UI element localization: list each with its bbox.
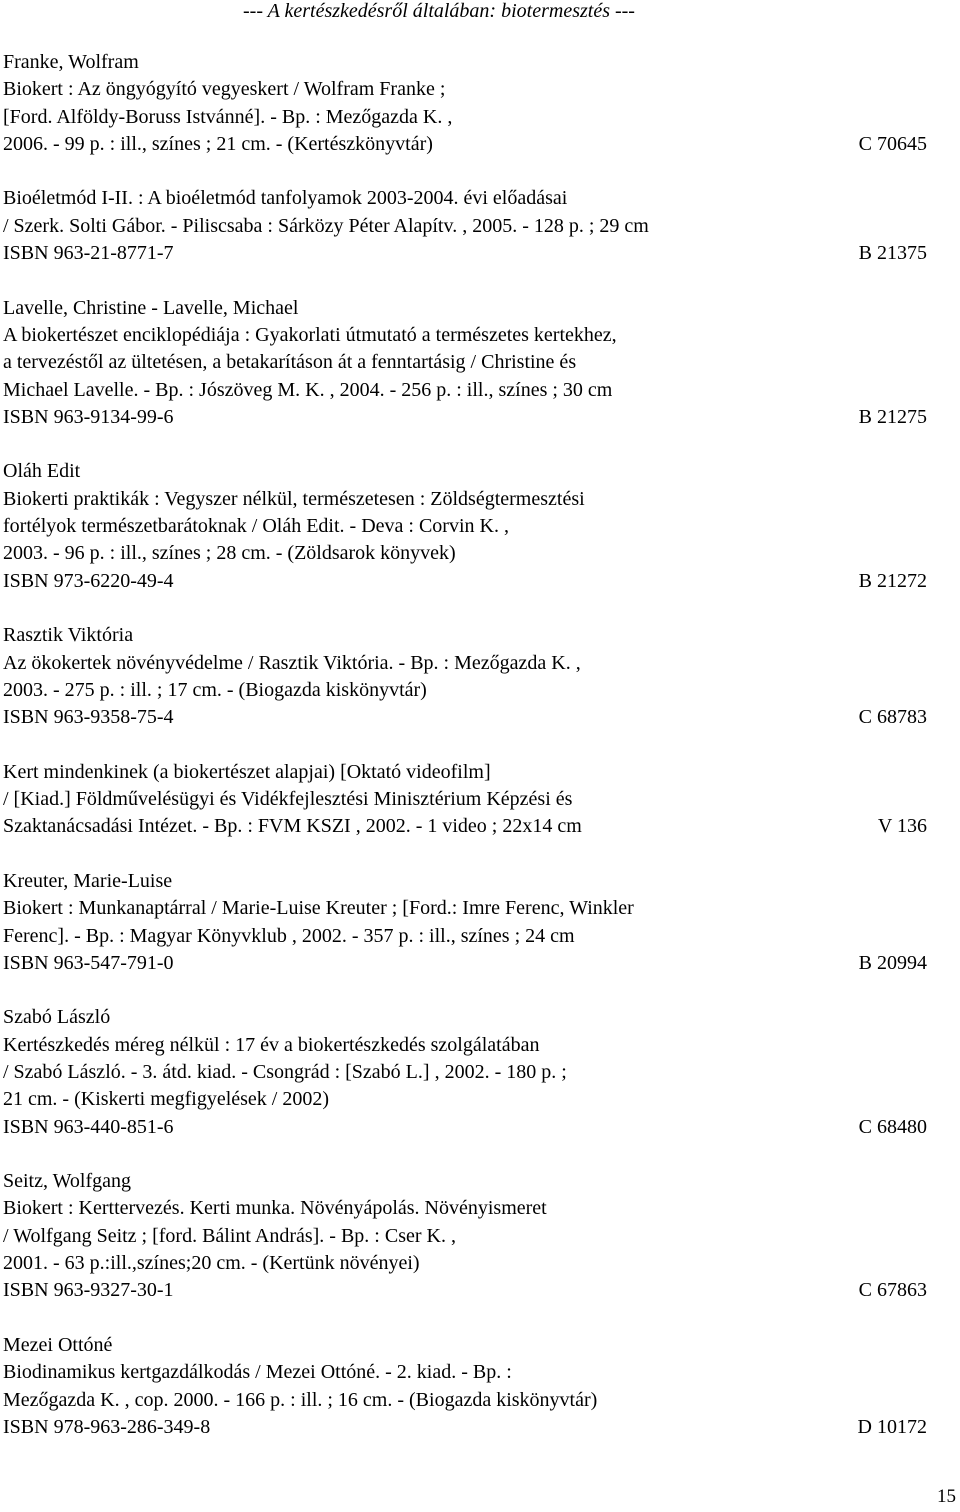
shelfmark: V 136 [877,815,927,838]
entry-line-text: Biodinamikus kertgazdálkodás / Mezei Ottóné. - 2. kiad. - Bp. : [3,1361,512,1384]
bibliography-list [3,49,927,1468]
entry-line [3,1195,927,1222]
entry-line [3,650,927,677]
entry-line [3,786,927,813]
entry-line-text: Az ökokertek növényvédelme / Rasztik Viktória. - Bp. : Mezőgazda K. , [3,651,581,674]
entry-line [3,1168,927,1195]
entry-line [3,377,927,404]
bibliography-entry [3,1168,927,1304]
entry-line-text: Oláh Edit [3,460,81,483]
entry-line-text: ISBN 963-547-791-0 [3,951,174,974]
entry-line-text: ISBN 973-6220-49-4 [3,569,174,592]
bibliography-entry [3,458,927,594]
entry-line-text: / Szabó László. - 3. átd. kiad. - Csongrád : [Szabó L.] , 2002. - 180 p. ; [3,1060,567,1083]
shelfmark: C 68480 [858,1115,927,1138]
bibliography-entry [3,295,927,431]
entry-line [3,1086,927,1113]
entry-line [3,404,927,431]
running-header: --- A kertészkedésről általában: biotermesztés --- [243,0,635,22]
entry-line-text: Bioéletmód I-II. : A bioéletmód tanfolyamok 2003-2004. évi előadásai [3,187,568,210]
entry-line-text: Ferenc]. - Bp. : Magyar Könyvklub , 2002. - 357 p. : ill., színes ; 24 cm [3,924,575,947]
entry-line-text: Seitz, Wolfgang [3,1170,131,1193]
shelfmark: C 70645 [858,132,927,155]
entry-line [3,295,927,322]
entry-line-text: Mezőgazda K. , cop. 2000. - 166 p. : ill. ; 16 cm. - (Biogazda kiskönyvtár) [3,1388,598,1411]
entry-line [3,895,927,922]
bibliography-entry [3,759,927,841]
entry-line-text: Franke, Wolfram [3,51,139,73]
entry-line-text: ISBN 963-9327-30-1 [3,1279,174,1302]
entry-line [3,540,927,567]
entry-line [3,240,927,267]
entry-line-text: Biokert : Munkanaptárral / Marie-Luise Kreuter ; [Ford.: Imre Ferenc, Winkler [3,897,634,920]
entry-line-text: Kert mindenkinek (a biokertészet alapjai) [Oktató videofilm] [3,760,491,783]
entry-line [3,868,927,895]
entry-line-text: / Szerk. Solti Gábor. - Piliscsaba : Sárközy Péter Alapítv. , 2005. - 128 p. ; 29 cm [3,214,649,237]
entry-line-text: ISBN 963-440-851-6 [3,1115,174,1138]
entry-line [3,322,927,349]
entry-line [3,49,927,76]
entry-line-text: Lavelle, Christine - Lavelle, Michael [3,296,299,319]
entry-line-text: Kertészkedés méreg nélkül : 17 év a biokertészkedés szolgálatában [3,1033,540,1056]
entry-line [3,622,927,649]
shelfmark: B 21275 [858,405,927,428]
entry-line [3,104,927,131]
entry-line-text: ISBN 963-21-8771-7 [3,242,174,265]
entry-line [3,486,927,513]
entry-line [3,1114,927,1141]
entry-line-text: 2001. - 63 p.:ill.,színes;20 cm. - (Kertünk növényei) [3,1252,420,1275]
entry-line-text: [Ford. Alföldy-Boruss Istvánné]. - Bp. : Mezőgazda K. , [3,105,453,128]
entry-line-text: 2006. - 99 p. : ill., színes ; 21 cm. - (Kertészkönyvtár) [3,132,433,155]
entry-line [3,1414,927,1441]
entry-line-text: Kreuter, Marie-Luise [3,869,173,892]
entry-line-text: ISBN 978-963-286-349-8 [3,1415,211,1438]
entry-line [3,1032,927,1059]
entry-line-text: 21 cm. - (Kiskerti megfigyelések / 2002) [3,1088,330,1111]
entry-line [3,349,927,376]
entry-line-text: a tervezéstől az ültetésen, a betakarításon át a fenntartásig / Christine és [3,351,577,374]
bibliography-entry [3,1332,927,1441]
entry-line [3,1223,927,1250]
entry-line [3,813,927,840]
entry-line [3,1004,927,1031]
bibliography-entry [3,868,927,977]
entry-line-text: A biokertészet enciklopédiája : Gyakorlati útmutató a természetes kertekhez, [3,323,617,346]
entry-line-text: Biokert : Az öngyógyító vegyeskert / Wolfram Franke ; [3,78,446,101]
bibliography-entry [3,1004,927,1140]
entry-line-text: / Wolfgang Seitz ; [ford. Bálint András]. - Bp. : Cser K. , [3,1224,456,1247]
entry-line-text: Mezei Ottóné [3,1333,113,1356]
entry-line [3,1059,927,1086]
entry-line [3,1277,927,1304]
entry-line-text: 2003. - 275 p. : ill. ; 17 cm. - (Biogazda kiskönyvtár) [3,678,427,701]
entry-line-text: ISBN 963-9134-99-6 [3,405,174,428]
entry-line [3,1250,927,1277]
entry-line [3,704,927,731]
entry-line-text: 2003. - 96 p. : ill., színes ; 28 cm. - (Zöldsarok könyvek) [3,542,456,565]
bibliography-entry [3,185,927,267]
entry-line-text: ISBN 963-9358-75-4 [3,706,174,729]
entry-line [3,1332,927,1359]
entry-line [3,213,927,240]
bibliography-entry [3,49,927,158]
entry-line [3,950,927,977]
entry-line-text: Biokert : Kerttervezés. Kerti munka. Növényápolás. Növényismeret [3,1197,547,1220]
page-number: 15 [937,1485,956,1507]
shelfmark: B 21375 [858,242,927,265]
entry-line [3,131,927,158]
entry-line-text: Biokerti praktikák : Vegyszer nélkül, természetesen : Zöldségtermesztési [3,487,585,510]
entry-line-text: Rasztik Viktória [3,624,134,647]
entry-line [3,677,927,704]
entry-line-text: fortélyok természetbarátoknak / Oláh Edit. - Deva : Corvin K. , [3,515,509,538]
entry-line-text: Szabó László [3,1006,111,1029]
entry-line-text: / [Kiad.] Földművelésügyi és Vidékfejlesztési Minisztérium Képzési és [3,788,573,811]
entry-line [3,923,927,950]
shelfmark: C 68783 [858,706,927,729]
entry-line [3,1387,927,1414]
shelfmark: D 10172 [857,1415,927,1438]
entry-line [3,568,927,595]
entry-line-text: Michael Lavelle. - Bp. : Jószöveg M. K. , 2004. - 256 p. : ill., színes ; 30 cm [3,378,613,401]
entry-line [3,76,927,103]
shelfmark: B 21272 [858,569,927,592]
entry-line [3,1359,927,1386]
bibliography-entry [3,622,927,731]
shelfmark: B 20994 [858,951,927,974]
entry-line [3,185,927,212]
entry-line [3,513,927,540]
shelfmark: C 67863 [858,1279,927,1302]
entry-line [3,759,927,786]
entry-line-text: Szaktanácsadási Intézet. - Bp. : FVM KSZI , 2002. - 1 video ; 22x14 cm [3,815,582,838]
entry-line [3,458,927,485]
